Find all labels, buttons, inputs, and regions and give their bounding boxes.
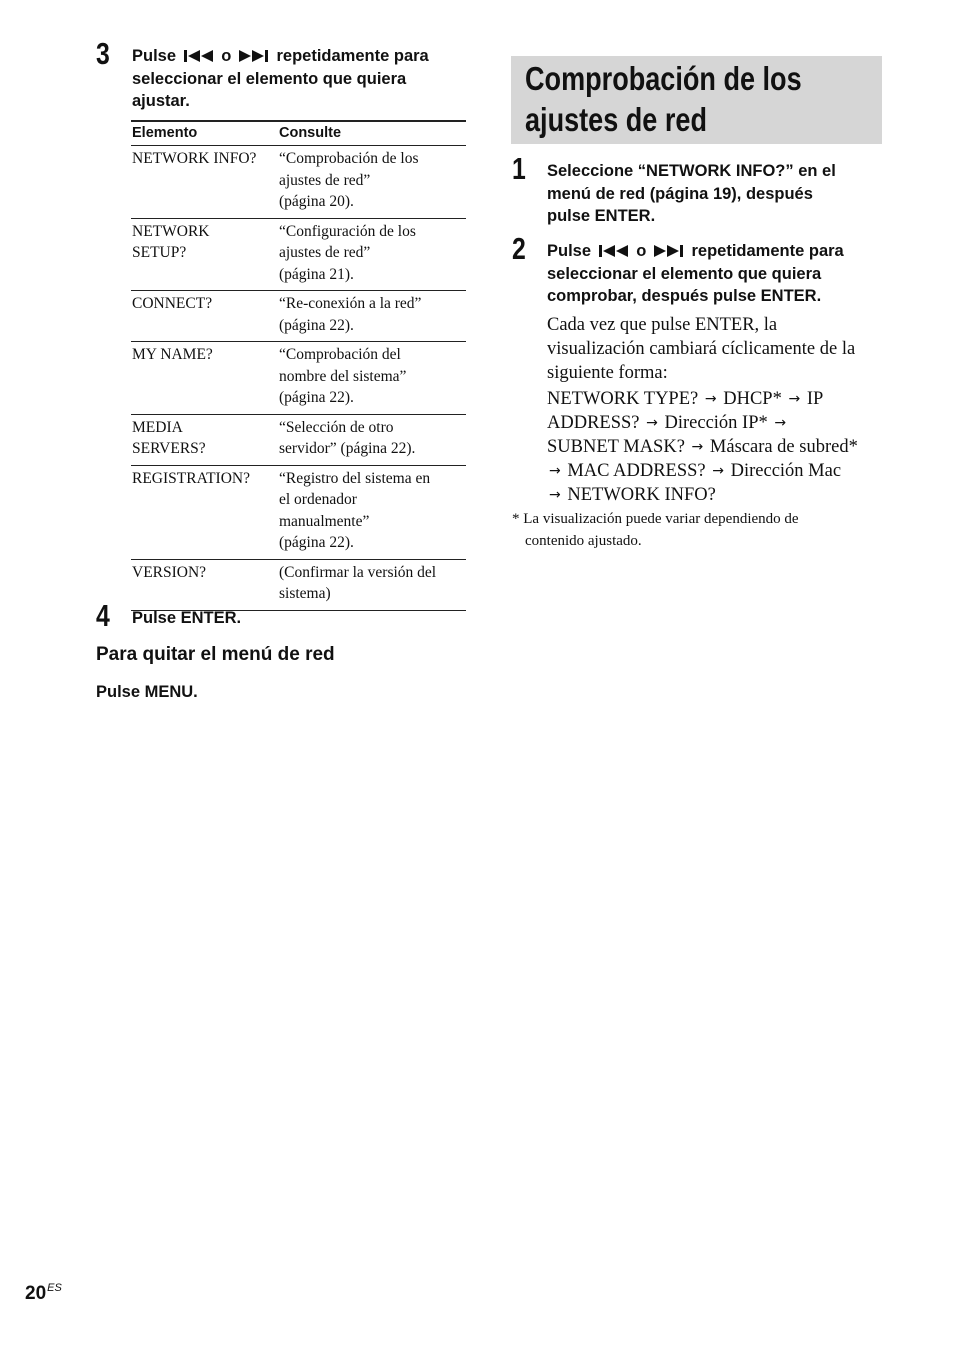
previous-track-icon <box>598 244 630 258</box>
arrow-icon: → <box>549 463 561 479</box>
step-1-number: 1 <box>512 151 526 186</box>
table-cell-item: REGISTRATION? <box>131 465 278 559</box>
arrow-icon: → <box>646 415 658 431</box>
table-cell-item: NETWORK SETUP? <box>131 218 278 291</box>
table-cell-item: MY NAME? <box>131 342 278 415</box>
step-4-number: 4 <box>96 598 110 633</box>
header-consulte: Consulte <box>278 121 466 146</box>
section-title-box <box>511 56 882 144</box>
step-3-pre: Pulse <box>132 47 177 65</box>
subheading-quit-menu: Para quitar el menú de red <box>96 644 335 665</box>
table-row <box>131 146 466 219</box>
page-number: $20^{ES}$ <box>25 1282 62 1304</box>
table-cell-ref: “Comprobación de los ajustes de red” (página 20). <box>278 146 466 219</box>
step-3-line2: seleccionar el elemento que quiera <box>132 69 407 88</box>
arrow-icon: → <box>712 463 724 479</box>
header-elemento: Elemento <box>131 121 278 146</box>
cycle-line-5: → NETWORK INFO? <box>549 485 716 505</box>
step-2-post: repetidamente para <box>691 242 844 260</box>
language-code: ES <box>47 1282 62 1294</box>
step-2-heading: Pulse o repetidamente para seleccionar el elemento que quiera comprobar, después pulse ENTER. <box>547 242 844 305</box>
arrow-icon: → <box>788 391 801 407</box>
table-cell-ref: “Selección de otro servidor” (página 22). <box>278 414 466 465</box>
instruction-pulse-menu: Pulse MENU. <box>96 683 198 701</box>
cycle-line-2: ADDRESS? → Dirección IP* → <box>547 413 787 433</box>
footnote: * La visualización puede variar dependiendo de contenido ajustado. <box>512 511 799 549</box>
table-cell-item: NETWORK INFO? <box>131 146 278 219</box>
previous-track-icon <box>183 49 215 63</box>
arrow-icon: → <box>691 439 704 455</box>
table-row <box>131 342 466 415</box>
arrow-icon: → <box>704 391 717 407</box>
table-row <box>131 218 466 291</box>
step-1-heading: Seleccione “NETWORK INFO?” en el menú de red (página 19), después pulse ENTER. <box>547 162 836 225</box>
table-row <box>131 465 466 559</box>
step-3-heading <box>132 45 472 113</box>
table-cell-item: VERSION? <box>131 559 278 610</box>
next-track-icon <box>238 49 270 63</box>
cycle-sequence <box>547 387 892 507</box>
step-3-post: repetidamente para <box>276 47 429 65</box>
step-3-line3: ajustar. <box>132 92 190 110</box>
next-track-icon <box>653 244 685 258</box>
table-header-row <box>131 121 466 146</box>
table-row <box>131 559 466 610</box>
step-4-heading: Pulse ENTER. <box>132 609 242 627</box>
table-cell-item: CONNECT? <box>131 291 278 342</box>
step-3-or: o <box>221 47 232 65</box>
step-2-or: o <box>636 242 647 260</box>
arrow-icon: → <box>774 415 787 431</box>
cycle-line-1: NETWORK TYPE? → DHCP* → IP <box>547 389 824 409</box>
table-cell-ref: “Configuración de los ajustes de red” (página 21). <box>278 218 466 291</box>
step-2-number: 2 <box>512 231 526 266</box>
table-cell-ref: “Comprobación del nombre del sistema” (página 22). <box>278 342 466 415</box>
step-2-pre: Pulse <box>547 242 592 260</box>
arrow-icon: → <box>549 487 561 503</box>
section-title: Comprobación de los ajustes de red <box>525 60 802 138</box>
table-cell-item: MEDIA SERVERS? <box>131 414 278 465</box>
table-cell-ref: “Re-conexión a la red” (página 22). <box>278 291 466 342</box>
cycle-line-4: → MAC ADDRESS? → Dirección Mac <box>549 461 842 481</box>
cycle-line-3: SUBNET MASK? → Máscara de subred* <box>547 437 858 457</box>
table-row <box>131 414 466 465</box>
table-row <box>131 291 466 342</box>
cycle-intro-paragraph: Cada vez que pulse ENTER, la visualización cambiará cíclicamente de la siguiente forma: <box>547 315 856 383</box>
settings-table <box>131 120 466 611</box>
step-3-number: 3 <box>96 36 110 71</box>
table-cell-ref: “Registro del sistema en el ordenador manualmente” (página 22). <box>278 465 466 559</box>
table-cell-ref: (Confirmar la versión del sistema) <box>278 559 466 610</box>
